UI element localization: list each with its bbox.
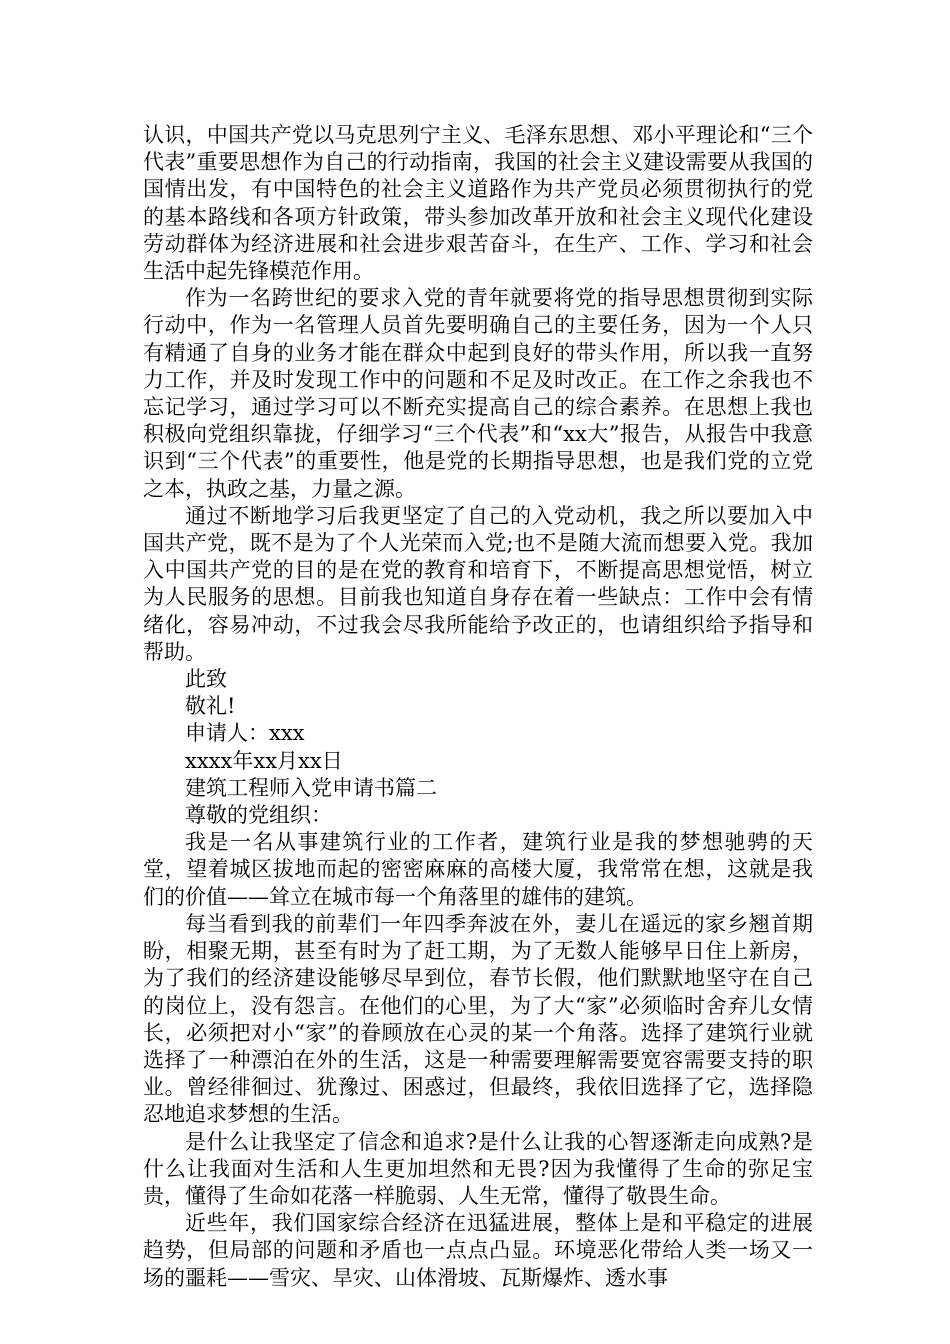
greeting-line: 尊敬的党组织：	[185, 803, 332, 828]
paragraph-party-guidance: 作为一名跨世纪的要求入党的青年就要将党的指导思想贯彻到实际行动中，作为一名管理人员首先要明确自己的主要任务，因为一个人只有精通了自身的业务才能在群众中起到良好的带头作用，所以我一直努力工作，并及时发现工作中的问题和不足及时改正。在工作之余我也不忘记学习，通过学习可以不断充实提高自己的综合素养。在思想上我也积极向党组织靠拢，仔细学习“三个代表”和“xx大”报告，从报告中我意识到“三个代表”的重要性，他是党的长期指导思想，也是我们党的立党之本，执政之基，力量之源。	[143, 286, 813, 501]
document-body	[143, 122, 813, 1292]
paragraph-motivation: 通过不断地学习后我更坚定了自己的入党动机，我之所以要加入中国共产党，既不是为了个人光荣而入党;也不是随大流而想要入党。我加入中国共产党的目的是在党的教育和培育下，不断提高思想觉悟，树立为人民服务的思想。目前我也知道自身存在着一些缺点：工作中会有情绪化，容易冲动，不过我会尽我所能给予改正的，也请组织给予指导和帮助。	[143, 503, 813, 664]
closing-regards: 敬礼!	[185, 694, 236, 719]
paragraph-continued: 认识，中国共产党以马克思列宁主义、毛泽东思想、邓小平理论和“三个代表”重要思想作为自己的行动指南，我国的社会主义建设需要从我国的国情出发，有中国特色的社会主义道路作为共产党员必须贯彻执行的党的基本路线和各项方针政策，带头参加改革开放和社会主义现代化建设劳动群体为经济进展和社会进步艰苦奋斗，在生产、工作、学习和社会生活中起先锋模范作用。	[143, 123, 813, 284]
paragraph-predecessors: 每当看到我的前辈们一年四季奔波在外，妻儿在遥远的家乡翘首期盼，相聚无期，甚至有时为了赶工期，为了无数人能够早日住上新房，为了我们的经济建设能够尽早到位，春节长假，他们默默地坚守在自己的岗位上，没有怨言。在他们的心里，为了大“家”必须临时舍弃儿女情长，必须把对小“家”的眷顾放在心灵的某一个角落。选择了建筑行业就选择了一种漂泊在外的生活，这是一种需要理解需要宽容需要支持的职业。曾经徘徊过、犹豫过、困惑过，但最终，我依旧选择了它，选择隐忍地追求梦想的生活。	[143, 911, 813, 1127]
date-line: xxxx年xx月xx日	[185, 748, 343, 773]
paragraph-introduction: 我是一名从事建筑行业的工作者，建筑行业是我的梦想驰骋的天堂，望着城区拔地而起的密密麻麻的高楼大厦，我常常在想，这就是我们的价值——耸立在城市每一个角落里的雄伟的建筑。	[143, 830, 813, 909]
applicant-line: 申请人：xxx	[185, 721, 305, 746]
paragraph-questions: 是什么让我坚定了信念和追求?是什么让我的心智逐渐走向成熟?是什么让我面对生活和人生更加坦然和无畏?因为我懂得了生命的弥足宝贵，懂得了生命如花落一样脆弱、人生无常，懂得了敬畏生命。	[143, 1129, 813, 1208]
closing-salutation: 此致	[185, 667, 227, 692]
paragraph-recent-years: 近些年，我们国家综合经济在迅猛进展，整体上是和平稳定的进展趋势，但局部的问题和矛盾也一点点凸显。环境恶化带给人类一场又一场的噩耗——雪灾、旱灾、山体滑坡、瓦斯爆炸、透水事	[143, 1211, 813, 1290]
section-title: 建筑工程师入党申请书篇二	[185, 775, 437, 800]
